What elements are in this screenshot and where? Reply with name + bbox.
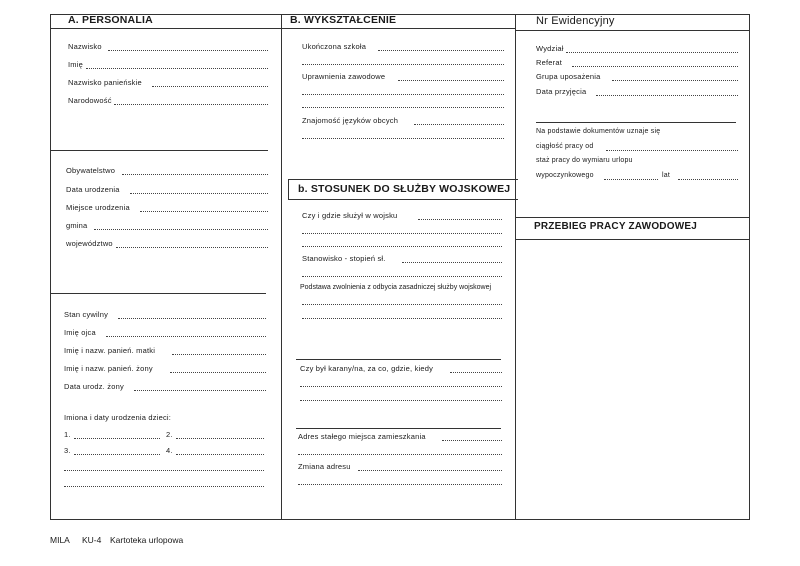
note-staz: staż pracy do wymiaru urlopu — [536, 157, 633, 164]
footer-name: Kartoteka urlopowa — [110, 535, 184, 545]
section-bb-top-border — [288, 179, 518, 180]
field-uprawnienia-line[interactable] — [398, 80, 504, 81]
section-bb-left-border — [288, 179, 289, 199]
child-3-line[interactable] — [74, 454, 160, 455]
field-data-przyjecia-line[interactable] — [596, 95, 738, 96]
q-stanowisko-line[interactable] — [402, 262, 502, 263]
q-karany-line-2[interactable] — [300, 386, 502, 387]
section-przebieg-bottom-border — [515, 239, 750, 240]
note-wypoczynkowego-label: wypoczynkowego — [536, 172, 594, 179]
q-podstawa-line-3[interactable] — [302, 318, 502, 319]
field-jezyki-line[interactable] — [414, 124, 504, 125]
field-nazwisko-line[interactable] — [108, 50, 268, 51]
section-nr-title: Nr Ewidencyjny — [536, 15, 615, 27]
q-zmiana-adresu-line[interactable] — [358, 470, 502, 471]
children-extra-line-2[interactable] — [64, 486, 264, 487]
field-imie-ojca-label: Imię ojca — [64, 328, 96, 337]
child-2-num: 2. — [166, 430, 173, 439]
child-1-line[interactable] — [74, 438, 160, 439]
section-bb-divider — [296, 359, 501, 360]
field-stan-cywilny-label: Stan cywilny — [64, 310, 109, 319]
field-grupa-label: Grupa uposażenia — [536, 72, 601, 81]
q-karany-line-3[interactable] — [300, 400, 502, 401]
header-underline-b — [281, 28, 515, 29]
note-wypoczynkowego-line[interactable] — [604, 179, 658, 180]
q-karany-label: Czy był karany/na, za co, gdzie, kiedy — [300, 364, 434, 373]
field-matka-line[interactable] — [172, 354, 266, 355]
field-obywatelstwo-label: Obywatelstwo — [66, 166, 116, 175]
field-data-urodzenia-label: Data urodzenia — [66, 185, 120, 194]
field-narodowosc-line[interactable] — [114, 104, 268, 105]
field-zona-line[interactable] — [170, 372, 266, 373]
q-adres-line-2[interactable] — [298, 454, 502, 455]
q-adres-label: Adres stałego miejsca zamieszkania — [298, 432, 426, 441]
child-3-num: 3. — [64, 446, 71, 455]
field-zona-label: Imię i nazw. panień. żony — [64, 364, 153, 373]
column-divider-2 — [515, 14, 516, 520]
field-wydzial-line[interactable] — [566, 52, 738, 53]
footer-code: KU-4 — [82, 535, 102, 545]
q-sluzba-line-2[interactable] — [302, 233, 502, 234]
q-podstawa-zwolnienia-label: Podstawa zwolnienia z odbycia zasadniczej służby wojskowej — [300, 284, 492, 291]
section-przebieg-top-border — [515, 217, 750, 218]
section-a-divider-1 — [50, 150, 268, 151]
q-adres-line[interactable] — [442, 440, 502, 441]
note-lat-line[interactable] — [678, 179, 738, 180]
header-underline-a — [50, 28, 281, 29]
field-referat-line[interactable] — [572, 66, 738, 67]
field-matka-label: Imię i nazw. panień. matki — [64, 346, 156, 355]
field-ukonczona-szkola-line[interactable] — [378, 50, 504, 51]
field-uprawnienia-line-3[interactable] — [302, 107, 504, 108]
field-imie-label: Imię — [68, 60, 83, 69]
q-sluzba-label: Czy i gdzie służył w wojsku — [302, 211, 398, 220]
column-divider-1 — [281, 14, 282, 520]
child-4-line[interactable] — [176, 454, 264, 455]
field-nazwisko-panienskie-label: Nazwisko panieńskie — [68, 78, 142, 87]
child-1-num: 1. — [64, 430, 71, 439]
field-obywatelstwo-line[interactable] — [122, 174, 268, 175]
field-stan-cywilny-line[interactable] — [118, 318, 266, 319]
note-ciaglosc-line[interactable] — [606, 150, 738, 151]
section-bb-divider-2 — [296, 428, 501, 429]
children-extra-line-1[interactable] — [64, 470, 264, 471]
field-jezyki-line-2[interactable] — [302, 138, 504, 139]
field-grupa-line[interactable] — [612, 80, 738, 81]
q-sluzba-line-3[interactable] — [302, 246, 502, 247]
child-4-num: 4. — [166, 446, 173, 455]
field-imie-ojca-line[interactable] — [106, 336, 266, 337]
section-bb-title: b. STOSUNEK DO SŁUŻBY WOJSKOWEJ — [298, 183, 511, 195]
q-zmiana-adresu-line-2[interactable] — [298, 484, 502, 485]
section-bb-bottom-border — [288, 199, 518, 200]
section-b-title: B. WYKSZTAŁCENIE — [290, 14, 397, 26]
q-sluzba-line[interactable] — [418, 219, 502, 220]
field-data-przyjecia-label: Data przyjęcia — [536, 87, 587, 96]
field-nazwisko-panienskie-line[interactable] — [152, 86, 268, 87]
q-podstawa-line-2[interactable] — [302, 304, 502, 305]
field-imie-line[interactable] — [86, 68, 268, 69]
field-uprawnienia-line-2[interactable] — [302, 94, 504, 95]
field-miejsce-urodzenia-label: Miejsce urodzenia — [66, 203, 130, 212]
field-narodowosc-label: Narodowość — [68, 96, 112, 105]
q-zmiana-adresu-label: Zmiana adresu — [298, 462, 351, 471]
child-2-line[interactable] — [176, 438, 264, 439]
field-data-urodz-zony-label: Data urodz. żony — [64, 382, 124, 391]
section-a-divider-2 — [50, 293, 266, 294]
children-label: Imiona i daty urodzenia dzieci: — [64, 413, 172, 422]
note-lat-label: lat — [662, 172, 670, 179]
form-frame — [50, 14, 750, 520]
field-wydzial-label: Wydział — [536, 44, 564, 53]
field-wojewodztwo-line[interactable] — [116, 247, 268, 248]
field-miejsce-urodzenia-line[interactable] — [140, 211, 268, 212]
field-ukonczona-szkola-label: Ukończona szkoła — [302, 42, 367, 51]
section-przebieg-title: PRZEBIEG PRACY ZAWODOWEJ — [534, 221, 697, 232]
field-jezyki-label: Znajomość języków obcych — [302, 116, 399, 125]
field-wojewodztwo-label: województwo — [66, 239, 113, 248]
note-podstawa: Na podstawie dokumentów uznaje się — [536, 128, 661, 135]
field-nazwisko-label: Nazwisko — [68, 42, 102, 51]
header-underline-nr — [515, 30, 750, 31]
field-data-urodzenia-line[interactable] — [130, 193, 268, 194]
q-stanowisko-line-2[interactable] — [302, 276, 502, 277]
field-uprawnienia-label: Uprawnienia zawodowe — [302, 72, 386, 81]
q-stanowisko-label: Stanowisko - stopień sł. — [302, 254, 386, 263]
section-a-title: A. PERSONALIA — [68, 14, 153, 26]
field-referat-label: Referat — [536, 58, 562, 67]
footer-brand: MILA — [50, 535, 70, 545]
section-nr-divider — [536, 122, 736, 123]
field-gmina-line[interactable] — [94, 229, 268, 230]
field-gmina-label: gmina — [66, 221, 88, 230]
field-ukonczona-szkola-line-2[interactable] — [302, 64, 504, 65]
note-ciaglosc-label: ciągłość pracy od — [536, 143, 594, 150]
field-data-urodz-zony-line[interactable] — [134, 390, 266, 391]
q-karany-line[interactable] — [450, 372, 502, 373]
